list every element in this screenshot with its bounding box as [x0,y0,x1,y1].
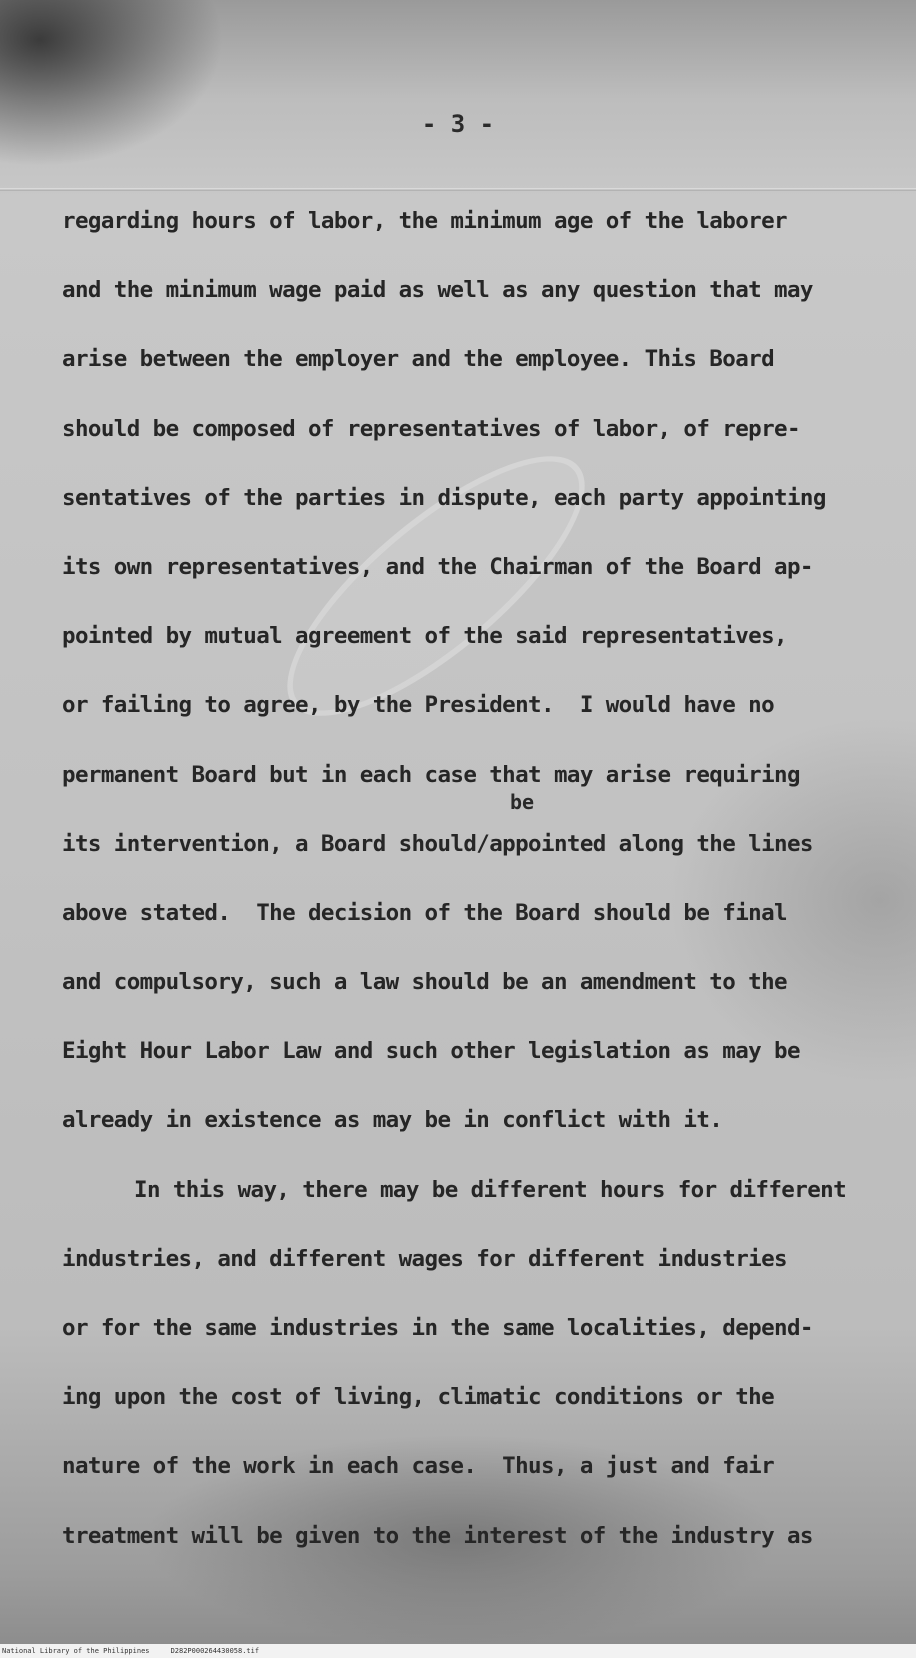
text-line-4: should be composed of representatives of labor, of repre- [62,415,800,442]
text-line-14: already in existence as may be in conflict with it. [62,1107,723,1134]
text-line-2: and the minimum wage paid as well as any question that may [62,277,813,304]
text-line-6: its own representatives, and the Chairman of the Board ap- [62,553,813,580]
text-line-9: permanent Board but in each case that may arise requiring [62,761,800,788]
text-line-12: and compulsory, such a law should be an amendment to the [62,969,787,996]
text-line-20: treatment will be given to the interest of the industry as [62,1522,813,1549]
archive-footer: National Library of the Philippines D282P000264430058.tif [0,1644,916,1658]
body-text [62,198,912,1582]
text-line-11: above stated. The decision of the Board should be final [62,899,787,926]
page-number: - 3 - [421,110,495,138]
text-line-19: nature of the work in each case. Thus, a just and fair [62,1453,775,1480]
handwritten-insertion: be [510,790,535,814]
text-line-1: regarding hours of labor, the minimum age of the laborer [62,208,787,234]
text-line-7: pointed by mutual agreement of the said representatives, [62,623,787,650]
text-line-18: ing upon the cost of living, climatic conditions or the [62,1384,775,1411]
text-line-3: arise between the employer and the employee. This Board [62,346,775,373]
text-line-5: sentatives of the parties in dispute, each party appointing [62,484,826,511]
text-line-10: its intervention, a Board should/appointed along the lines [62,830,813,857]
text-line-8: or failing to agree, by the President. I would have no [62,692,775,719]
text-line-15: In this way, there may be different hours for different [134,1176,847,1203]
page-fold-line [0,188,916,191]
text-line-13: Eight Hour Labor Law and such other legislation as may be [62,1038,800,1065]
text-line-17: or for the same industries in the same localities, depend- [62,1315,813,1341]
text-line-16: industries, and different wages for different industries [62,1245,787,1272]
